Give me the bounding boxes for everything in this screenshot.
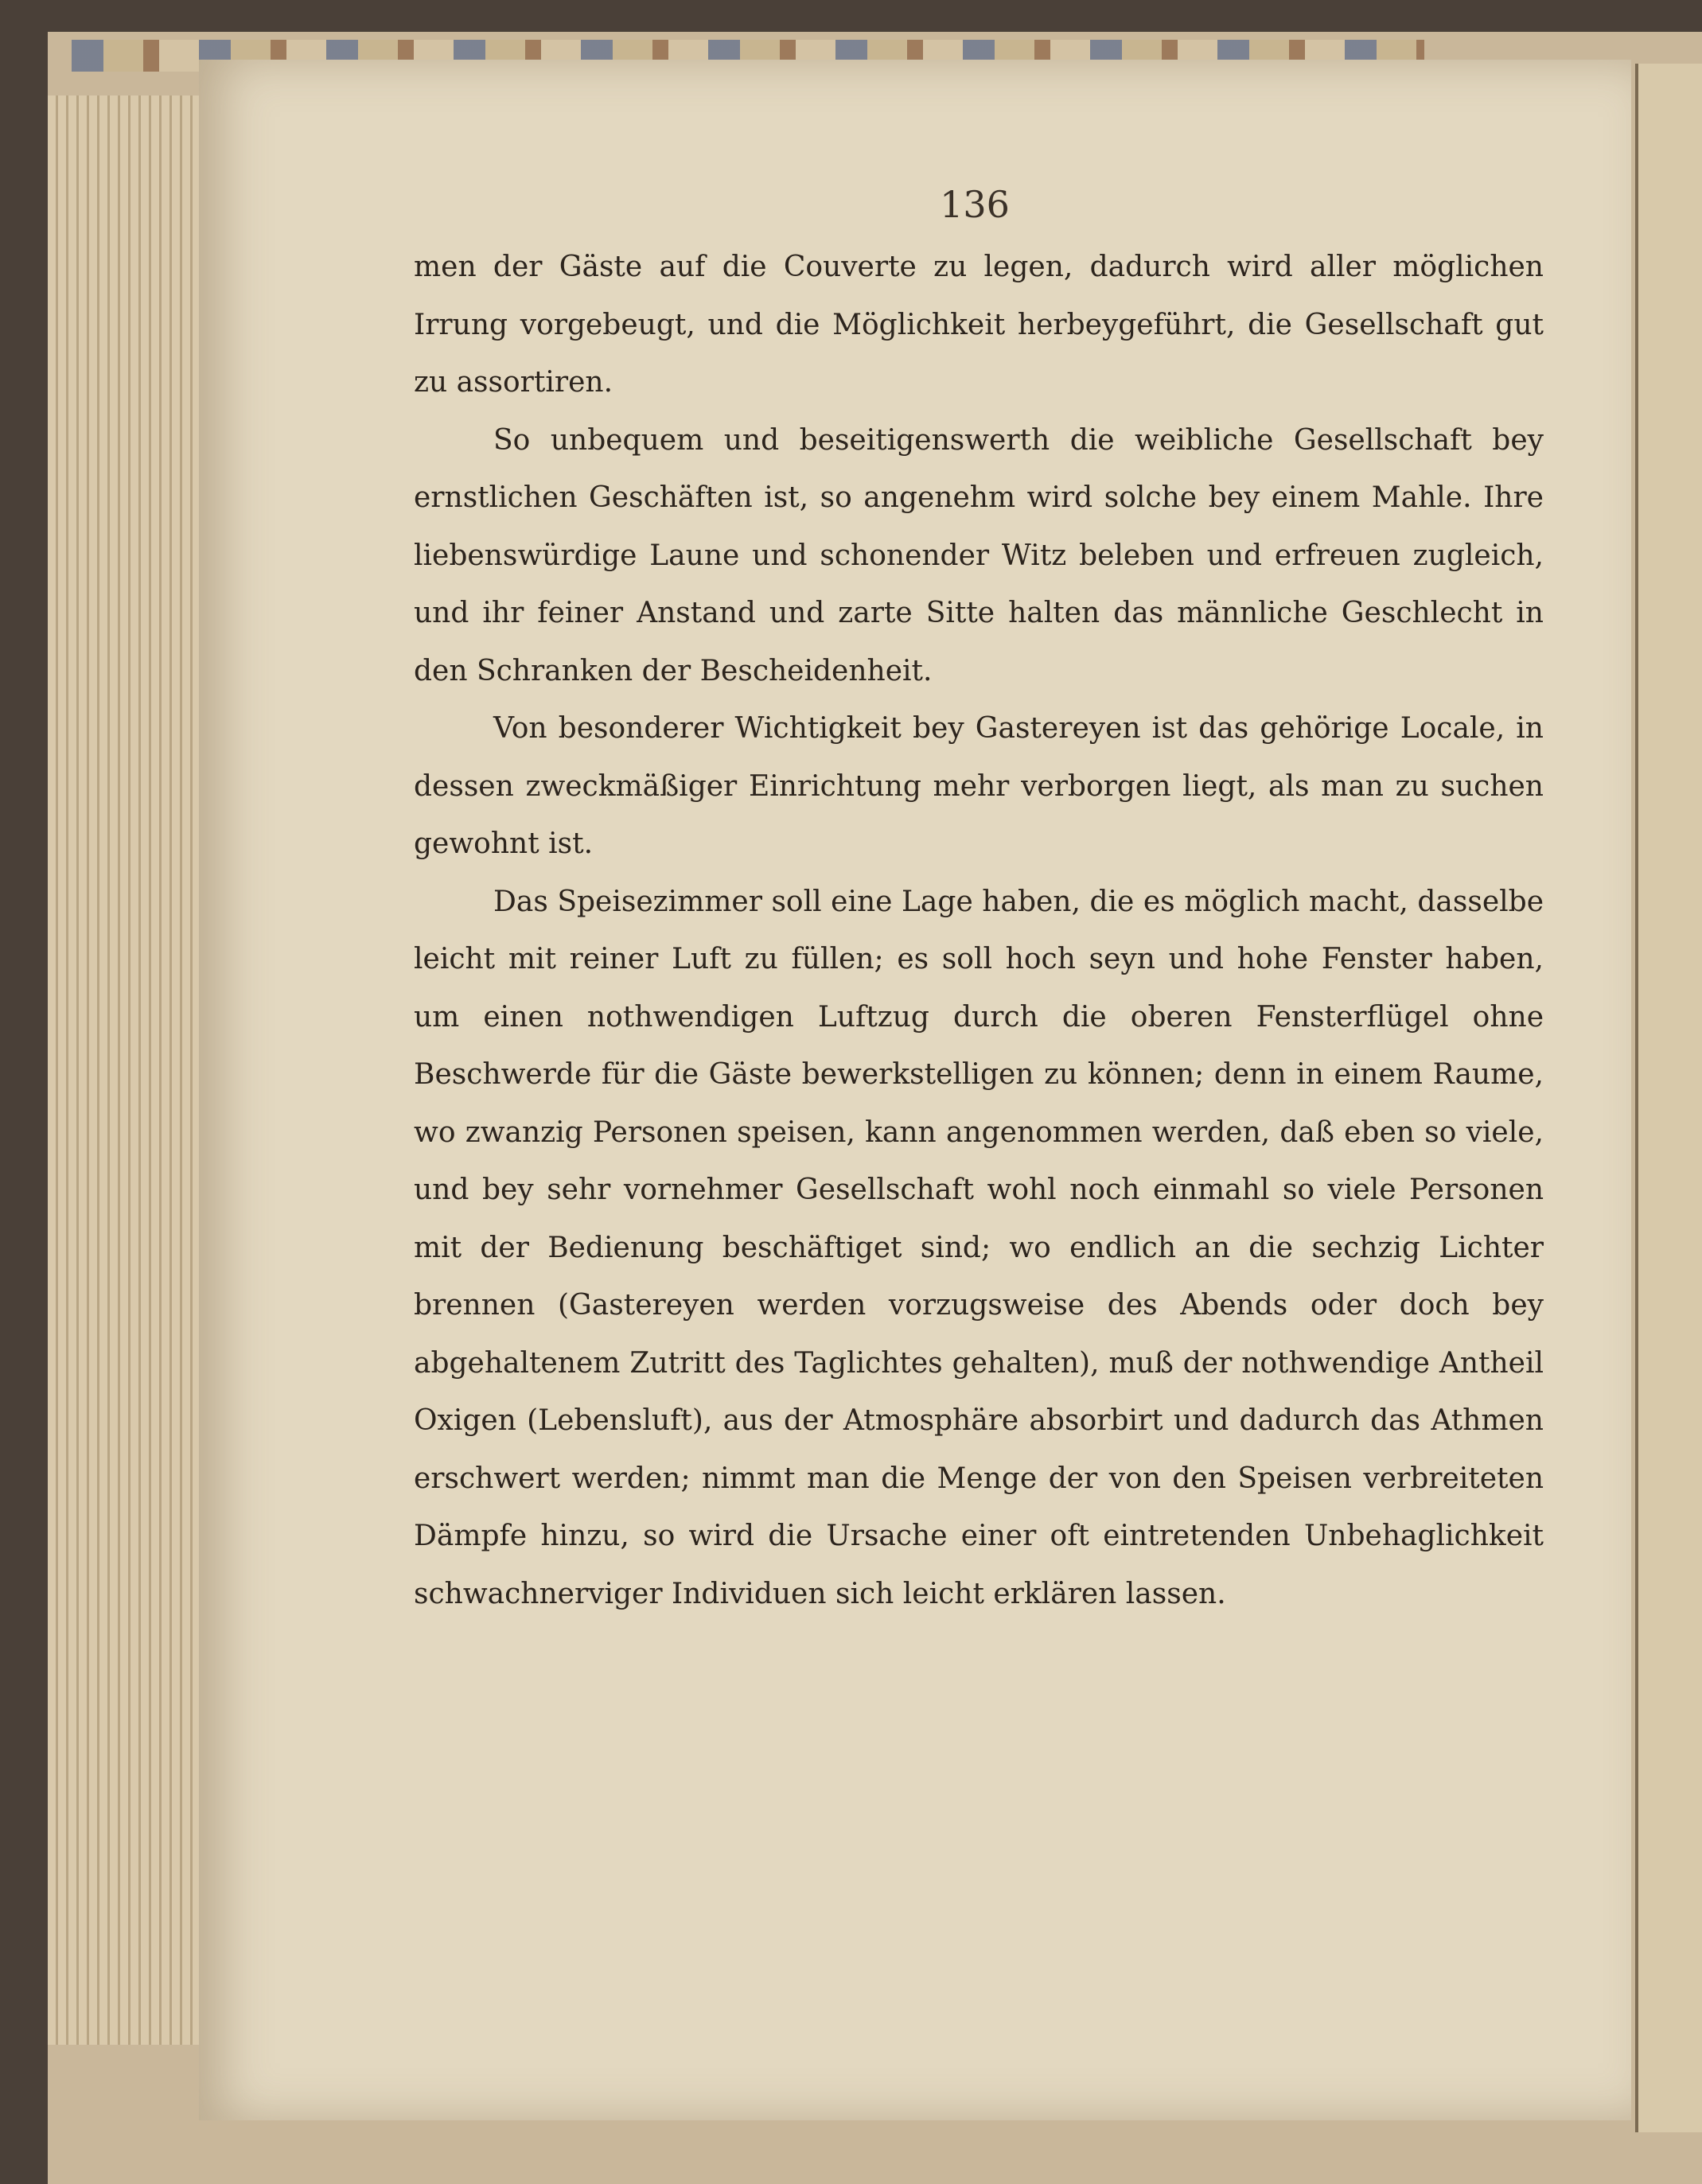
paragraph-4: Das Speisezimmer soll eine Lage haben, die es möglich macht, dasselbe leicht mit reiner Luft zu füllen; es soll hoch seyn und hohe Fenster haben, um einen nothwendigen Luftzug durch die oberen Fensterflügel ohne Beschwerde für die Gäste bewerkstelligen zu können; denn in einem Raume, wo zwanzig Personen speisen, kann angenommen werden, daß eben so viele, und bey sehr vornehmer Gesellschaft wohl noch einmahl so viele Personen mit der Bedienung beschäftiget sind; wo endlich an die sechzig Lichter brennen (Gastereyen werden vorzugsweise des Abends oder doch bey abgehaltenem Zutritt des Taglichtes gehalten), muß der nothwendige Antheil Oxigen (Lebensluft), aus der Atmosphäre absorbirt und dadurch das Athmen erschwert werden; nimmt man die Menge der von den Speisen verbreiteten Dämpfe hinzu, so wird die Ursache einer oft eintretenden Unbehaglichkeit schwachnerviger Individuen sich leicht erklären lassen. <box>414 885 1544 1610</box>
paragraph-2: So unbequem und beseitigenswerth die weibliche Gesellschaft bey ernstlichen Geschäften ist, so angenehm wird solche bey einem Mahle. Ihre liebenswürdige Laune und schonender Witz beleben und erfreuen zugleich, und ihr feiner Anstand und zarte Sitte halten das männliche Geschlecht in den Schranken der Bescheidenheit. <box>414 423 1544 687</box>
page-edges <box>48 95 207 2045</box>
paragraph-1: men der Gäste auf die Couverte zu legen, dadurch wird aller möglichen Irrung vorgebeugt, und die Möglichkeit herbeygeführt, die Gesellschaft gut zu assortiren. <box>414 251 1544 399</box>
page-number: 136 <box>940 183 1010 226</box>
facing-page-edge <box>1635 64 1702 2132</box>
page-text <box>414 239 1544 1623</box>
paragraph-3: Von besonderer Wichtigkeit bey Gastereyen ist das gehörige Locale, in dessen zweckmäßiger Einrichtung mehr verborgen liegt, als man zu suchen gewohnt ist. <box>414 712 1544 860</box>
